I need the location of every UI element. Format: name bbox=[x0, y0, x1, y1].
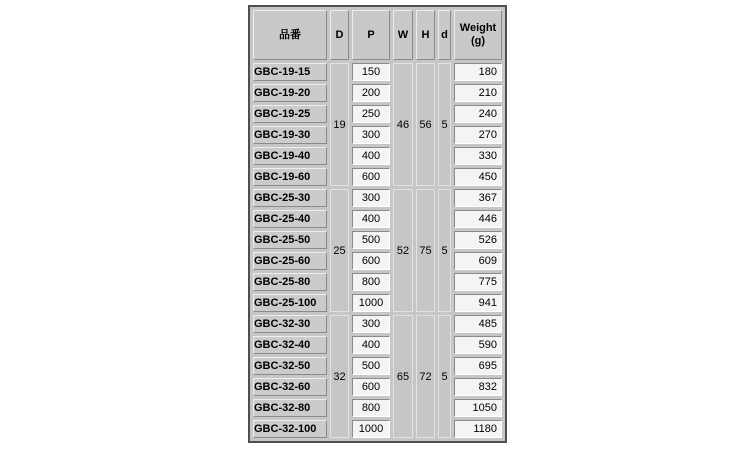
weight-value-cell: 485 bbox=[454, 315, 502, 333]
header-D: D bbox=[330, 10, 349, 60]
table-row bbox=[253, 378, 502, 396]
part-number-cell: GBC-32-30 bbox=[253, 315, 327, 333]
D-value-cell: 19 bbox=[330, 63, 349, 186]
weight-value-cell: 367 bbox=[454, 189, 502, 207]
table-row bbox=[253, 84, 502, 102]
P-value-cell: 300 bbox=[352, 126, 390, 144]
table-row bbox=[253, 210, 502, 228]
H-value-cell: 72 bbox=[416, 315, 435, 438]
header-row bbox=[253, 10, 502, 60]
weight-value-cell: 526 bbox=[454, 231, 502, 249]
P-value-cell: 600 bbox=[352, 252, 390, 270]
P-value-cell: 400 bbox=[352, 210, 390, 228]
weight-value-cell: 446 bbox=[454, 210, 502, 228]
table-row bbox=[253, 294, 502, 312]
W-value-cell: 46 bbox=[393, 63, 413, 186]
P-value-cell: 500 bbox=[352, 357, 390, 375]
D-value-cell: 32 bbox=[330, 315, 349, 438]
part-number-cell: GBC-19-20 bbox=[253, 84, 327, 102]
P-value-cell: 800 bbox=[352, 399, 390, 417]
D-value-cell: 25 bbox=[330, 189, 349, 312]
P-value-cell: 600 bbox=[352, 168, 390, 186]
weight-value-cell: 832 bbox=[454, 378, 502, 396]
table-row bbox=[253, 315, 502, 333]
P-value-cell: 300 bbox=[352, 189, 390, 207]
part-number-cell: GBC-19-30 bbox=[253, 126, 327, 144]
table-row bbox=[253, 420, 502, 438]
part-number-cell: GBC-32-50 bbox=[253, 357, 327, 375]
d-value-cell: 5 bbox=[438, 315, 451, 438]
part-number-cell: GBC-19-40 bbox=[253, 147, 327, 165]
part-number-cell: GBC-32-100 bbox=[253, 420, 327, 438]
weight-value-cell: 210 bbox=[454, 84, 502, 102]
header-d: d bbox=[438, 10, 451, 60]
H-value-cell: 75 bbox=[416, 189, 435, 312]
P-value-cell: 200 bbox=[352, 84, 390, 102]
weight-value-cell: 240 bbox=[454, 105, 502, 123]
part-number-cell: GBC-19-60 bbox=[253, 168, 327, 186]
weight-value-cell: 180 bbox=[454, 63, 502, 81]
header-weight-line2: (g) bbox=[470, 35, 486, 47]
table-row bbox=[253, 147, 502, 165]
table-row bbox=[253, 252, 502, 270]
P-value-cell: 250 bbox=[352, 105, 390, 123]
table-row bbox=[253, 105, 502, 123]
header-P: P bbox=[352, 10, 390, 60]
header-H: H bbox=[416, 10, 435, 60]
part-number-cell: GBC-25-50 bbox=[253, 231, 327, 249]
weight-value-cell: 775 bbox=[454, 273, 502, 291]
part-number-cell: GBC-25-100 bbox=[253, 294, 327, 312]
part-number-cell: GBC-19-25 bbox=[253, 105, 327, 123]
table-row bbox=[253, 168, 502, 186]
W-value-cell: 52 bbox=[393, 189, 413, 312]
header-weight-line1: Weight bbox=[459, 22, 497, 34]
table-row bbox=[253, 399, 502, 417]
weight-value-cell: 330 bbox=[454, 147, 502, 165]
weight-value-cell: 270 bbox=[454, 126, 502, 144]
weight-value-cell: 1050 bbox=[454, 399, 502, 417]
P-value-cell: 500 bbox=[352, 231, 390, 249]
table-row bbox=[253, 126, 502, 144]
P-value-cell: 1000 bbox=[352, 294, 390, 312]
d-value-cell: 5 bbox=[438, 63, 451, 186]
W-value-cell: 65 bbox=[393, 315, 413, 438]
weight-value-cell: 450 bbox=[454, 168, 502, 186]
P-value-cell: 400 bbox=[352, 147, 390, 165]
d-value-cell: 5 bbox=[438, 189, 451, 312]
header-weight bbox=[454, 10, 502, 60]
table-row bbox=[253, 189, 502, 207]
table-row bbox=[253, 231, 502, 249]
H-value-cell: 56 bbox=[416, 63, 435, 186]
P-value-cell: 800 bbox=[352, 273, 390, 291]
spec-table bbox=[248, 5, 507, 443]
header-part-number: 品番 bbox=[253, 10, 327, 60]
P-value-cell: 300 bbox=[352, 315, 390, 333]
weight-value-cell: 1180 bbox=[454, 420, 502, 438]
table-row bbox=[253, 273, 502, 291]
spec-table-body bbox=[253, 63, 502, 438]
P-value-cell: 600 bbox=[352, 378, 390, 396]
part-number-cell: GBC-25-40 bbox=[253, 210, 327, 228]
P-value-cell: 150 bbox=[352, 63, 390, 81]
P-value-cell: 400 bbox=[352, 336, 390, 354]
weight-value-cell: 609 bbox=[454, 252, 502, 270]
part-number-cell: GBC-32-80 bbox=[253, 399, 327, 417]
table-row bbox=[253, 336, 502, 354]
header-W: W bbox=[393, 10, 413, 60]
table-row bbox=[253, 357, 502, 375]
weight-value-cell: 695 bbox=[454, 357, 502, 375]
weight-value-cell: 941 bbox=[454, 294, 502, 312]
part-number-cell: GBC-25-60 bbox=[253, 252, 327, 270]
part-number-cell: GBC-32-60 bbox=[253, 378, 327, 396]
part-number-cell: GBC-25-80 bbox=[253, 273, 327, 291]
table-row bbox=[253, 63, 502, 81]
part-number-cell: GBC-25-30 bbox=[253, 189, 327, 207]
part-number-cell: GBC-32-40 bbox=[253, 336, 327, 354]
P-value-cell: 1000 bbox=[352, 420, 390, 438]
weight-value-cell: 590 bbox=[454, 336, 502, 354]
part-number-cell: GBC-19-15 bbox=[253, 63, 327, 81]
